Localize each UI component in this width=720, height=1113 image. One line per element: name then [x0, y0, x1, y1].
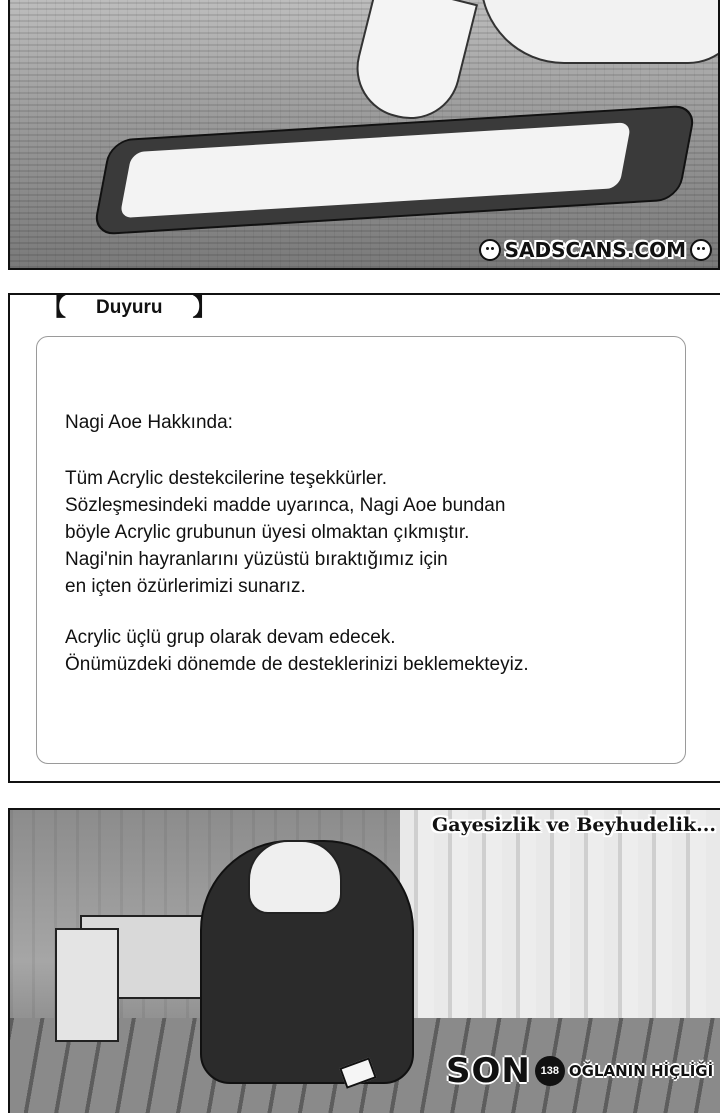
- bag-illustration: [55, 928, 119, 1042]
- sad-face-icon: [479, 239, 501, 261]
- watermark: [479, 238, 712, 262]
- sad-face-icon: [690, 239, 712, 261]
- phone-panel: [8, 0, 720, 270]
- end-label: SON: [446, 1051, 531, 1091]
- finger-illustration: [346, 0, 478, 130]
- watermark-text: SADSCANS.COM: [504, 238, 686, 262]
- heading-close-bracket: 】: [192, 294, 217, 321]
- announcement-heading: [42, 295, 217, 321]
- announcement-line: Sözleşmesindeki madde uyarınca, Nagi Aoe bundan: [65, 495, 506, 516]
- announcement-line: Tüm Acrylic destekcilerine teşekkürler.: [65, 468, 388, 489]
- announcement-line: Nagi'nin hayranlarını yüzüstü bıraktığımız için: [65, 549, 448, 570]
- chapter-number-badge: 138: [535, 1056, 565, 1086]
- announcement-line: en içten özürlerimizi sunarız.: [65, 576, 306, 597]
- series-name: OĞLANIN HİÇLİĞİ: [568, 1062, 714, 1080]
- heading-open-bracket: 【: [42, 294, 66, 321]
- person-hair-illustration: [248, 840, 342, 914]
- announcement-line: böyle Acrylic grubunun üyesi olmaktan çıkmıştır.: [65, 522, 470, 543]
- phone-screen: [119, 122, 631, 218]
- heading-text: Duyuru: [96, 297, 163, 318]
- announcement-line: Önümüzdeki dönemde de desteklerinizi beklemekteyiz.: [65, 654, 529, 675]
- announcement-box: [36, 336, 686, 764]
- room-panel: [8, 808, 720, 1113]
- announcement-line: Acrylic üçlü grup olarak devam edecek.: [65, 627, 396, 648]
- announcement-panel: [8, 293, 720, 783]
- phone-illustration: [92, 104, 697, 235]
- end-badge: [446, 1051, 713, 1091]
- chapter-title: Gayesizlik ve Beyhudelik...: [432, 814, 716, 836]
- curtain-illustration: [400, 810, 720, 1040]
- hand-illustration: [480, 0, 720, 64]
- announcement-line: Nagi Aoe Hakkında:: [65, 412, 233, 433]
